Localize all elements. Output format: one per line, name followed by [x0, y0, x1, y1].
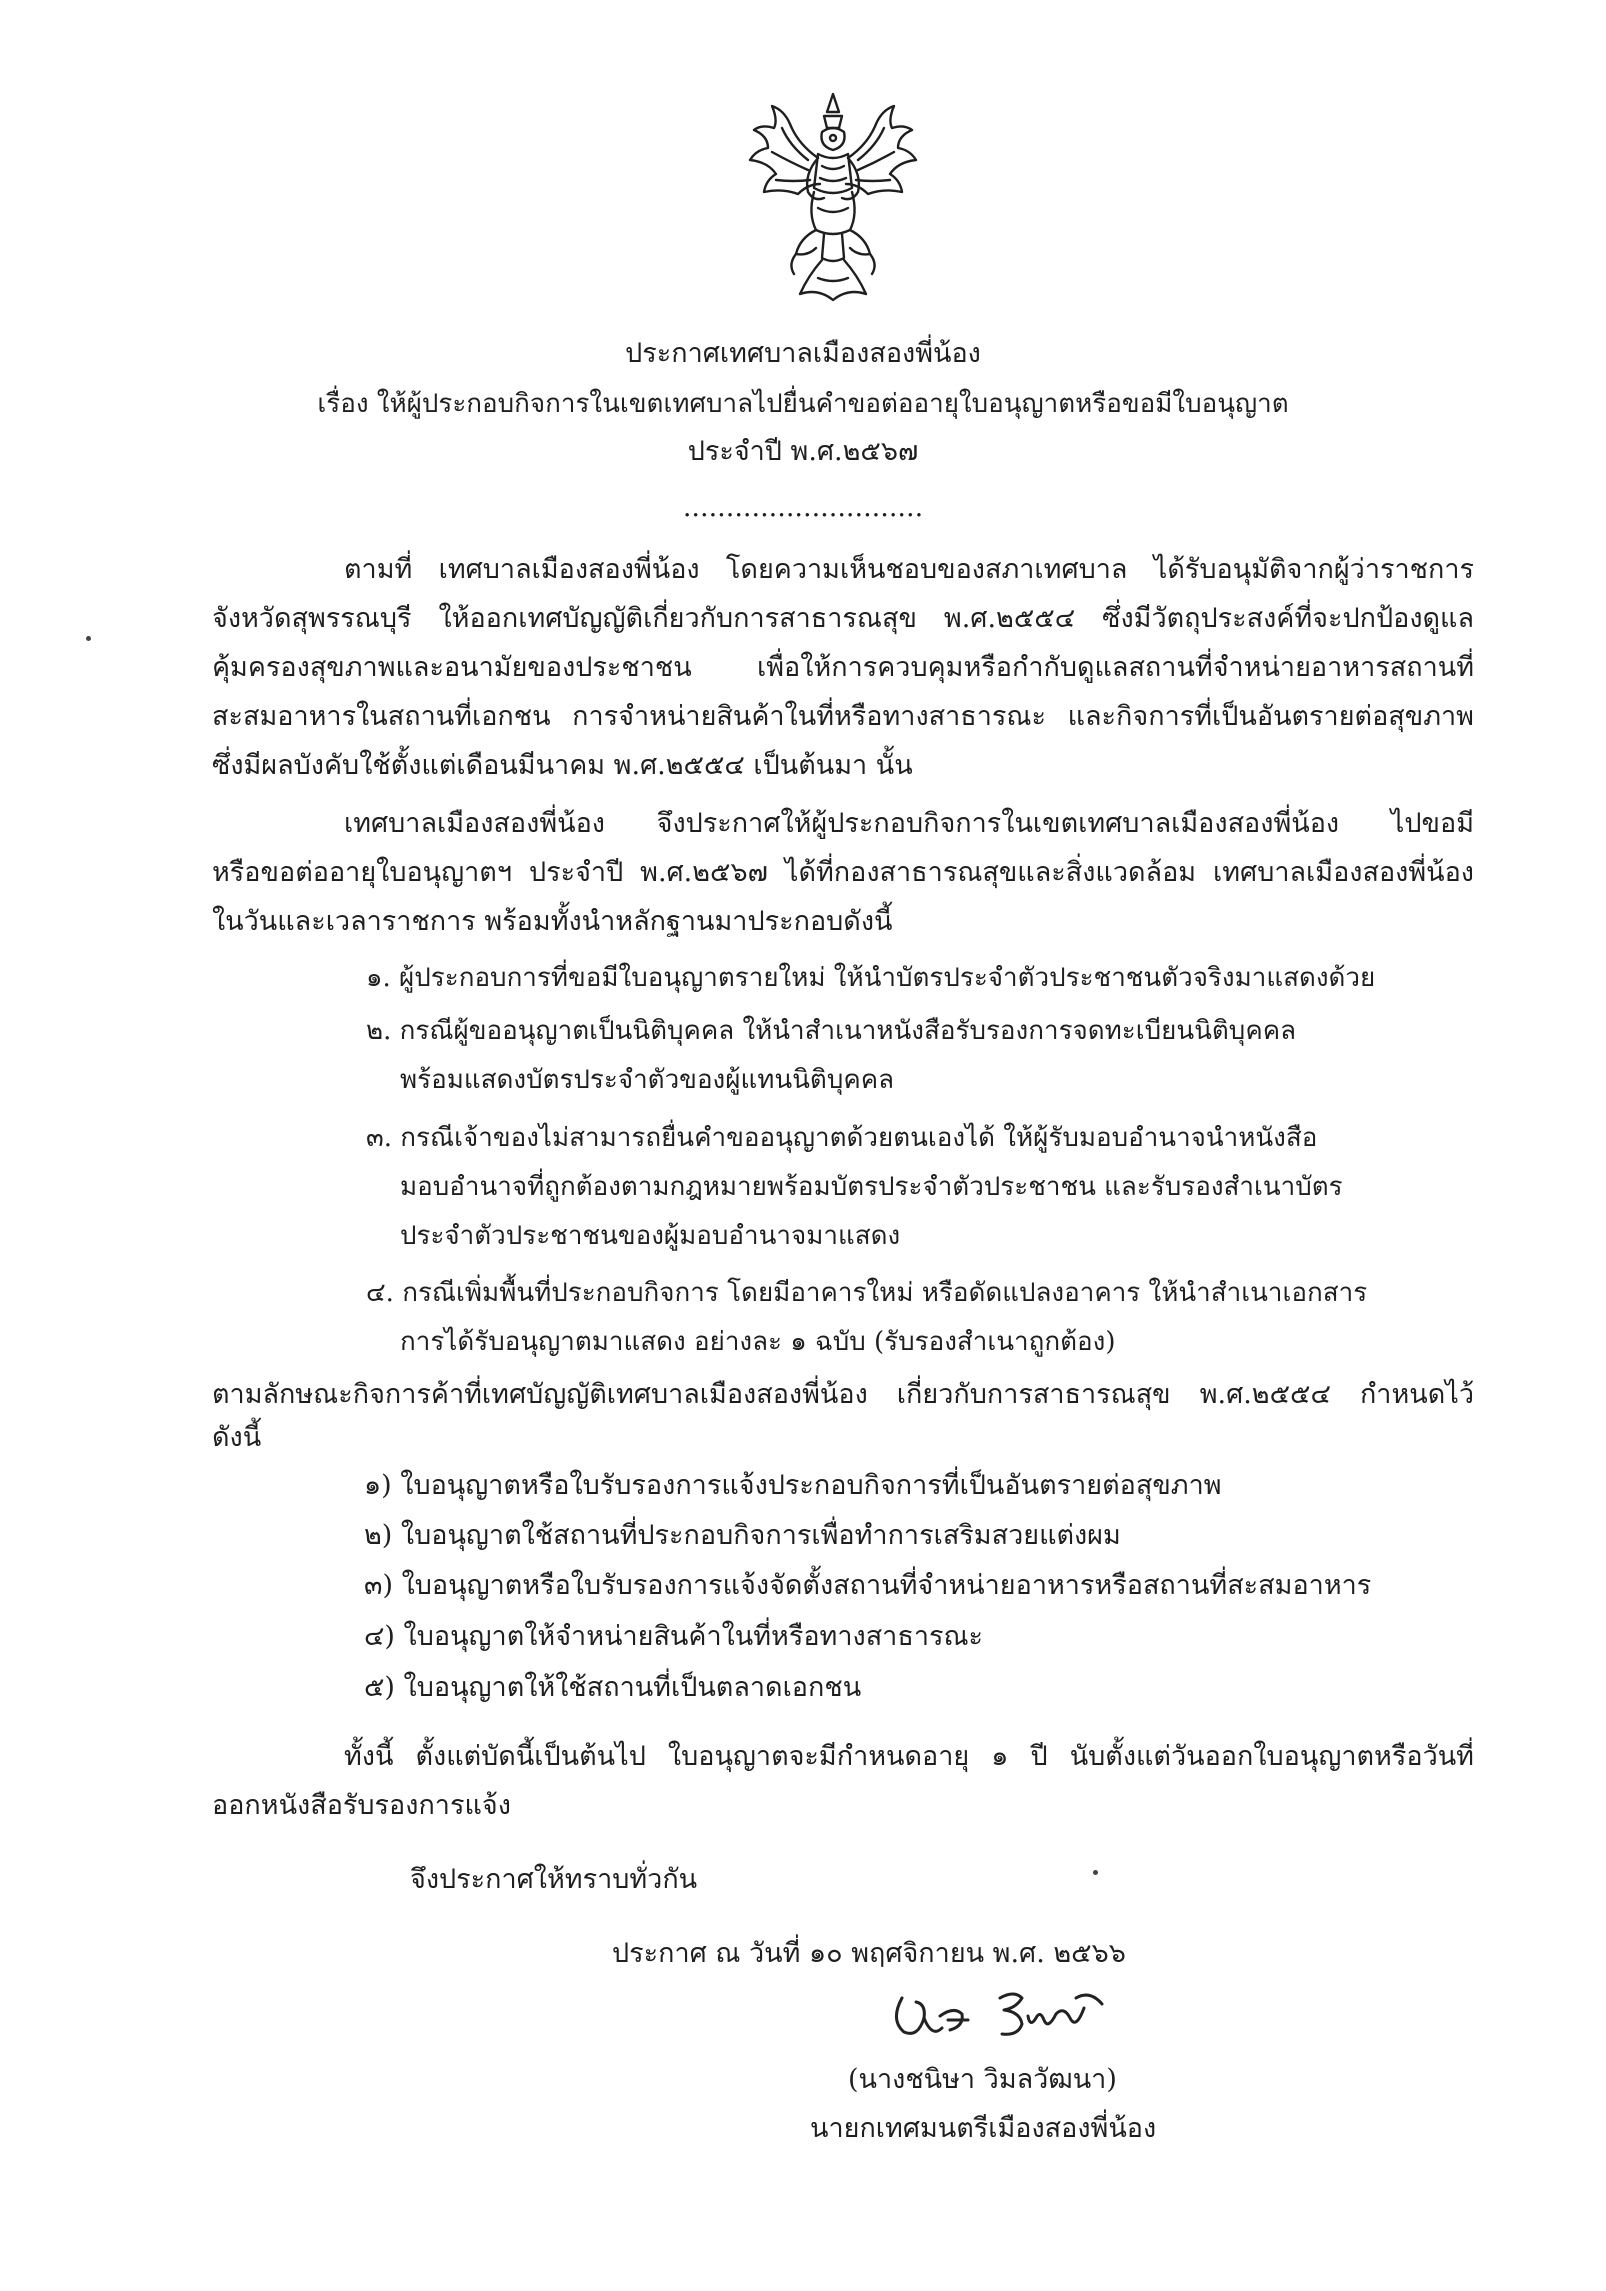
- paragraph-4-line-2: ออกหนังสือรับรองการแจ้ง: [212, 1790, 511, 1821]
- signer-name: (นางชนิษา วิมลวัฒนา): [848, 2064, 1117, 2095]
- license-item-2: ๒) ใบอนุญาตใช้สถานที่ประกอบกิจการเพื่อทำการเสริมสวยแต่งผม: [364, 1520, 1121, 1551]
- paragraph-2-line-2: หรือขอต่ออายุใบอนุญาตฯ ประจำปี พ.ศ.๒๕๖๗ ได้ที่กองสาธารณสุขและสิ่งแวดล้อม เทศบาลเมืองสองพี่น้อง: [212, 857, 1474, 888]
- license-item-1: ๑) ใบอนุญาตหรือใบรับรองการแจ้งประกอบกิจการที่เป็นอันตรายต่อสุขภาพ: [364, 1470, 1222, 1501]
- scan-speck: [86, 636, 91, 641]
- handwritten-signature-icon: [880, 1968, 1120, 2058]
- requirement-3-line-1: ๓. กรณีเจ้าของไม่สามารถยื่นคำขออนุญาตด้วยตนเองได้ ให้ผู้รับมอบอำนาจนำหนังสือ: [366, 1123, 1318, 1153]
- paragraph-1-line-2: จังหวัดสุพรรณบุรี ให้ออกเทศบัญญัติเกี่ยวกับการสาธารณสุข พ.ศ.๒๕๕๔ ซึ่งมีวัตถุประสงค์ที่จะปกป้องดูแล: [212, 603, 1474, 634]
- announcement-date: ประกาศ ณ วันที่ ๑๐ พฤศจิกายน พ.ศ. ๒๕๖๖: [612, 1938, 1126, 1969]
- paragraph-1-line-5: ซึ่งมีผลบังคับใช้ตั้งแต่เดือนมีนาคม พ.ศ.๒๕๕๔ เป็นต้นมา นั้น: [212, 750, 913, 781]
- requirement-3-line-3: ประจำตัวประชาชนของผู้มอบอำนาจมาแสดง: [400, 1221, 901, 1251]
- requirement-4-line-1: ๔. กรณีเพิ่มพื้นที่ประกอบกิจการ โดยมีอาคารใหม่ หรือดัดแปลงอาคาร ให้นำสำเนาเอกสาร: [366, 1278, 1368, 1308]
- paragraph-3-line-2: ดังนี้: [212, 1422, 262, 1453]
- license-item-4: ๔) ใบอนุญาตให้จำหน่ายสินค้าในที่หรือทางสาธารณะ: [364, 1621, 984, 1652]
- paragraph-3-line-1: ตามลักษณะกิจการค้าที่เทศบัญญัติเทศบาลเมืองสองพี่น้อง เกี่ยวกับการสาธารณสุข พ.ศ.๒๕๕๔ กำหนดไว้: [212, 1379, 1474, 1410]
- license-item-5: ๕) ใบอนุญาตให้ใช้สถานที่เป็นตลาดเอกชน: [364, 1672, 862, 1703]
- document-title: ประกาศเทศบาลเมืองสองพี่น้อง: [625, 338, 981, 369]
- document-year: ประจำปี พ.ศ.๒๕๖๗: [687, 436, 919, 467]
- paragraph-1-line-4: สะสมอาหารในสถานที่เอกชน การจำหน่ายสินค้าในที่หรือทางสาธารณะ และกิจการที่เป็นอันตรายต่อสุขภาพ: [212, 701, 1474, 732]
- paragraph-1-line-3: คุ้มครองสุขภาพและอนามัยของประชาชน เพื่อให้การควบคุมหรือกำกับดูแลสถานที่จำหน่ายอาหารสถานที่: [212, 652, 1474, 683]
- garuda-emblem-icon: [738, 88, 928, 310]
- license-item-3: ๓) ใบอนุญาตหรือใบรับรองการแจ้งจัดตั้งสถานที่จำหน่ายอาหารหรือสถานที่สะสมอาหาร: [364, 1570, 1372, 1601]
- header-separator: ............................: [682, 492, 924, 523]
- requirement-3-line-2: มอบอำนาจที่ถูกต้องตามกฎหมายพร้อมบัตรประจำตัวประชาชน และรับรองสำเนาบัตร: [400, 1172, 1343, 1202]
- announcement-line: จึงประกาศให้ทราบทั่วกัน: [410, 1864, 698, 1895]
- paragraph-4-line-1: ทั้งนี้ ตั้งแต่บัดนี้เป็นต้นไป ใบอนุญาตจะมีกำหนดอายุ ๑ ปี นับตั้งแต่วันออกใบอนุญาตหรือวันที่: [344, 1741, 1474, 1772]
- paragraph-2-line-3: ในวันและเวลาราชการ พร้อมทั้งนำหลักฐานมาประกอบดังนี้: [212, 906, 893, 937]
- requirement-4-line-2: การได้รับอนุญาตมาแสดง อย่างละ ๑ ฉบับ (รับรองสำเนาถูกต้อง): [400, 1327, 1116, 1357]
- scan-speck: [1093, 1870, 1098, 1875]
- paragraph-2-line-1: เทศบาลเมืองสองพี่น้อง จึงประกาศให้ผู้ประกอบกิจการในเขตเทศบาลเมืองสองพี่น้อง ไปขอมี: [344, 808, 1474, 839]
- requirement-2-line-1: ๒. กรณีผู้ขออนุญาตเป็นนิติบุคคล ให้นำสำเนาหนังสือรับรองการจดทะเบียนนิติบุคคล: [366, 1016, 1297, 1046]
- requirement-2-line-2: พร้อมแสดงบัตรประจำตัวของผู้แทนนิติบุคคล: [400, 1065, 895, 1095]
- document-subject: เรื่อง ให้ผู้ประกอบกิจการในเขตเทศบาลไปยื่นคำขอต่ออายุใบอนุญาตหรือขอมีใบอนุญาต: [317, 389, 1289, 419]
- requirement-1: ๑. ผู้ประกอบการที่ขอมีใบอนุญาตรายใหม่ ให้นำบัตรประจำตัวประชาชนตัวจริงมาแสดงด้วย: [366, 963, 1376, 993]
- signer-title: นายกเทศมนตรีเมืองสองพี่น้อง: [810, 2113, 1157, 2144]
- paragraph-1-line-1: ตามที่ เทศบาลเมืองสองพี่น้อง โดยความเห็นชอบของสภาเทศบาล ได้รับอนุมัติจากผู้ว่าราชการ: [344, 554, 1474, 585]
